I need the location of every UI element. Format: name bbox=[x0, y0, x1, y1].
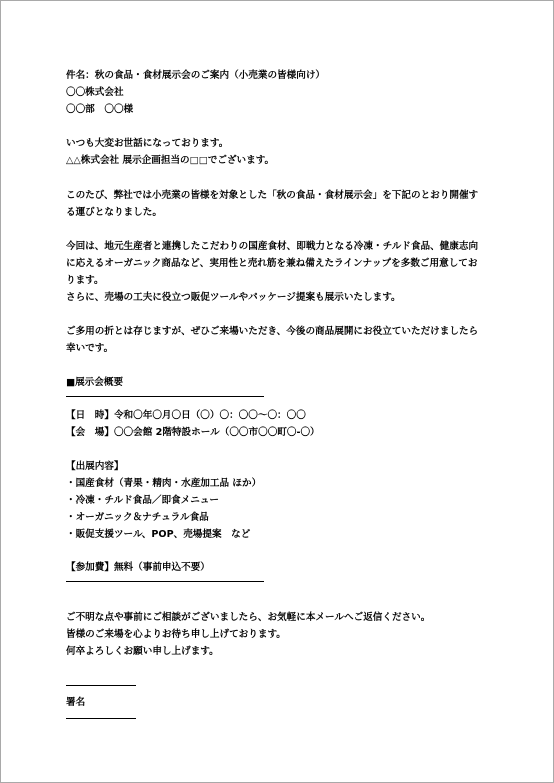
exhibits-heading: 【出展内容】 bbox=[66, 461, 124, 472]
details-line: さらに、売場の工夫に役立つ販促ツールやパッケージ提案も展示いたします。 bbox=[66, 292, 401, 303]
intro-line: る運びとなりました。 bbox=[66, 207, 162, 218]
overview-bottom-rule bbox=[66, 581, 264, 582]
invitation-line: ご多用の折とは存じますが、ぜひご来場いただき、今後の商品展開にお役立ていただけましたら bbox=[66, 326, 479, 337]
recipient-company: 〇〇株式会社 bbox=[66, 87, 124, 98]
event-date: 【日 時】令和〇年〇月〇日（〇）〇：〇〇～〇：〇〇 bbox=[66, 410, 306, 421]
exhibit-item: ・オーガニック＆ナチュラル食品 bbox=[66, 512, 209, 523]
overview-heading: ■展示会概要 bbox=[66, 377, 124, 388]
event-venue: 【会 場】〇〇会館 2階特設ホール（〇〇市〇〇町〇-〇） bbox=[66, 427, 320, 438]
exhibit-item: ・国産食材（青果・精肉・水産加工品 ほか） bbox=[66, 478, 262, 489]
greeting-line: いつも大変お世話になっております。 bbox=[66, 138, 229, 149]
details-line: ります。 bbox=[66, 275, 104, 286]
signature-top-rule bbox=[66, 685, 136, 686]
details-line: に応えるオーガニック商品など、実用性と売れ筋を兼ね備えたラインナップを多数ご用意してお bbox=[66, 258, 478, 269]
signature-bottom-rule bbox=[66, 718, 136, 719]
recipient-person: 〇〇部 〇〇様 bbox=[66, 104, 134, 115]
email-subject: 件名：秋の食品・食材展示会のご案内（小売業の皆様向け） bbox=[66, 70, 326, 81]
closing-line: 皆様のご来場を心よりお待ち申し上げております。 bbox=[66, 629, 286, 640]
participation-fee: 【参加費】無料（事前申込不要） bbox=[66, 562, 210, 573]
exhibit-item: ・冷凍・チルド食品／即食メニュー bbox=[66, 495, 220, 506]
details-line: 今回は、地元生産者と連携したこだわりの国産食材、即戦力となる冷凍・チルド食品、健康志向 bbox=[66, 241, 479, 252]
invitation-line: 幸いです。 bbox=[66, 343, 114, 354]
exhibit-item: ・販促支援ツール、POP、売場提案 など bbox=[66, 529, 251, 540]
closing-line: ご不明な点や事前にご相談がございましたら、お気軽に本メールへご返信ください。 bbox=[66, 612, 431, 623]
sender-intro-line: △△株式会社 展示企画担当の□□でございます。 bbox=[66, 155, 275, 166]
closing-line: 何卒よろしくお願い申し上げます。 bbox=[66, 646, 219, 657]
signature-label: 署名 bbox=[66, 697, 86, 708]
overview-top-rule bbox=[66, 396, 264, 397]
intro-line: このたび、弊社では小売業の皆様を対象とした「秋の食品・食材展示会」を下記のとおり開催す bbox=[66, 190, 479, 201]
